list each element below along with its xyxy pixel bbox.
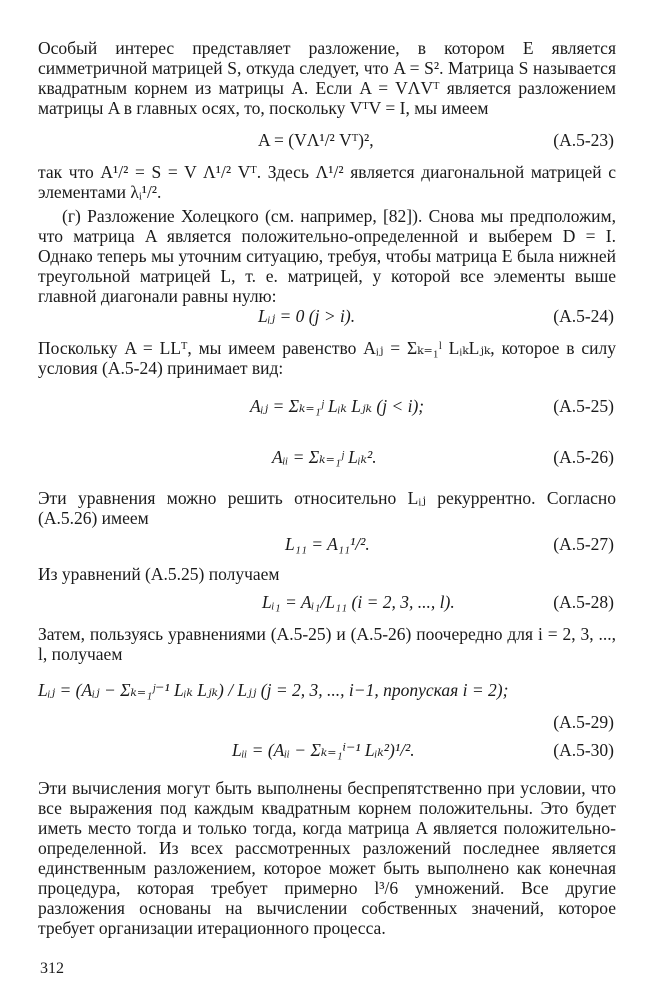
- equation-a5-30: Lᵢᵢ = (Aᵢᵢ − Σₖ₌₁ⁱ⁻¹ Lᵢₖ²)¹/².: [232, 740, 415, 760]
- equation-a5-25: Aᵢⱼ = Σₖ₌₁ʲ Lᵢₖ Lⱼₖ (j < i);: [250, 396, 425, 416]
- paragraph-8: Эти вычисления могут быть выполнены беспрепятственно при условии, что все выражения под каждым квадратным корнем положительны. Это будет иметь место тогда и только тогда, когда матрица A является положительно-определенной. Из всех рассмотренных разложений последнее является единственным разложением, которое может быть выполнено как конечная процедура, которая требует примерно l³/6 умножений. Все другие разложения основаны на вычислении собственных значений, которое требует организации итерационного процесса.: [38, 778, 616, 938]
- equation-a5-27: L₁₁ = A₁₁¹/².: [285, 534, 370, 554]
- equation-label-a5-27: (A.5-27): [553, 534, 614, 554]
- paragraph-4: Поскольку A = LLᵀ, мы имеем равенство Aᵢⱼ = Σₖ₌₁ˡ LᵢₖLⱼₖ, которое в силу условия (A.5-24) принимает вид:: [38, 338, 616, 378]
- paragraph-6: Из уравнений (A.5.25) получаем: [38, 564, 280, 584]
- equation-label-a5-26: (A.5-26): [553, 447, 614, 467]
- equation-a5-28: Lᵢ₁ = Aᵢ₁/L₁₁ (i = 2, 3, ..., l).: [262, 592, 455, 612]
- equation-label-a5-23: (A.5-23): [553, 130, 614, 150]
- equation-label-a5-24: (A.5-24): [553, 306, 614, 326]
- equation-a5-29: Lᵢⱼ = (Aᵢⱼ − Σₖ₌₁ʲ⁻¹ Lᵢₖ Lⱼₖ) / Lⱼⱼ (j = 2, 3, ..., i−1, пропуская i = 2);: [38, 680, 509, 700]
- equation-a5-24: Lᵢⱼ = 0 (j > i).: [258, 306, 356, 326]
- paragraph-cholesky: (г) Разложение Холецкого (см. например, [82]). Снова мы предположим, что матрица A является положительно-определенной и выберем D = I. Однако теперь мы уточним ситуацию, требуя, чтобы матрица E была нижней треугольной матрицей L, т. е. матрицей, у которой все элементы выше главной диагонали равны нулю:: [38, 206, 616, 306]
- paragraph-5: Эти уравнения можно решить относительно Lᵢⱼ рекуррентно. Согласно (A.5.26) имеем: [38, 488, 616, 528]
- equation-label-a5-29: (A.5-29): [553, 712, 614, 732]
- paragraph-7: Затем, пользуясь уравнениями (A.5-25) и (A.5-26) поочередно для i = 2, 3, ..., l, получаем: [38, 624, 616, 664]
- equation-label-a5-28: (A.5-28): [553, 592, 614, 612]
- equation-label-a5-25: (A.5-25): [553, 396, 614, 416]
- equation-a5-26: Aᵢᵢ = Σₖ₌₁ʲ Lᵢₖ².: [272, 447, 377, 467]
- page-number: 312: [40, 960, 64, 977]
- paragraph-1: Особый интерес представляет разложение, в котором E является симметричной матрицей S, откуда следует, что A = S². Матрица S называется квадратным корнем из матрицы A. Если A = VΛVᵀ является разложением матрицы A в главных осях, то, поскольку VᵀV = I, мы имеем: [38, 38, 616, 118]
- equation-label-a5-30: (A.5-30): [553, 740, 614, 760]
- paragraph-2: так что A¹/² = S = V Λ¹/² Vᵀ. Здесь Λ¹/² является диагональной матрицей с элементами λᵢ¹/².: [38, 162, 616, 202]
- equation-a5-23: A = (VΛ¹/² Vᵀ)²,: [258, 130, 374, 150]
